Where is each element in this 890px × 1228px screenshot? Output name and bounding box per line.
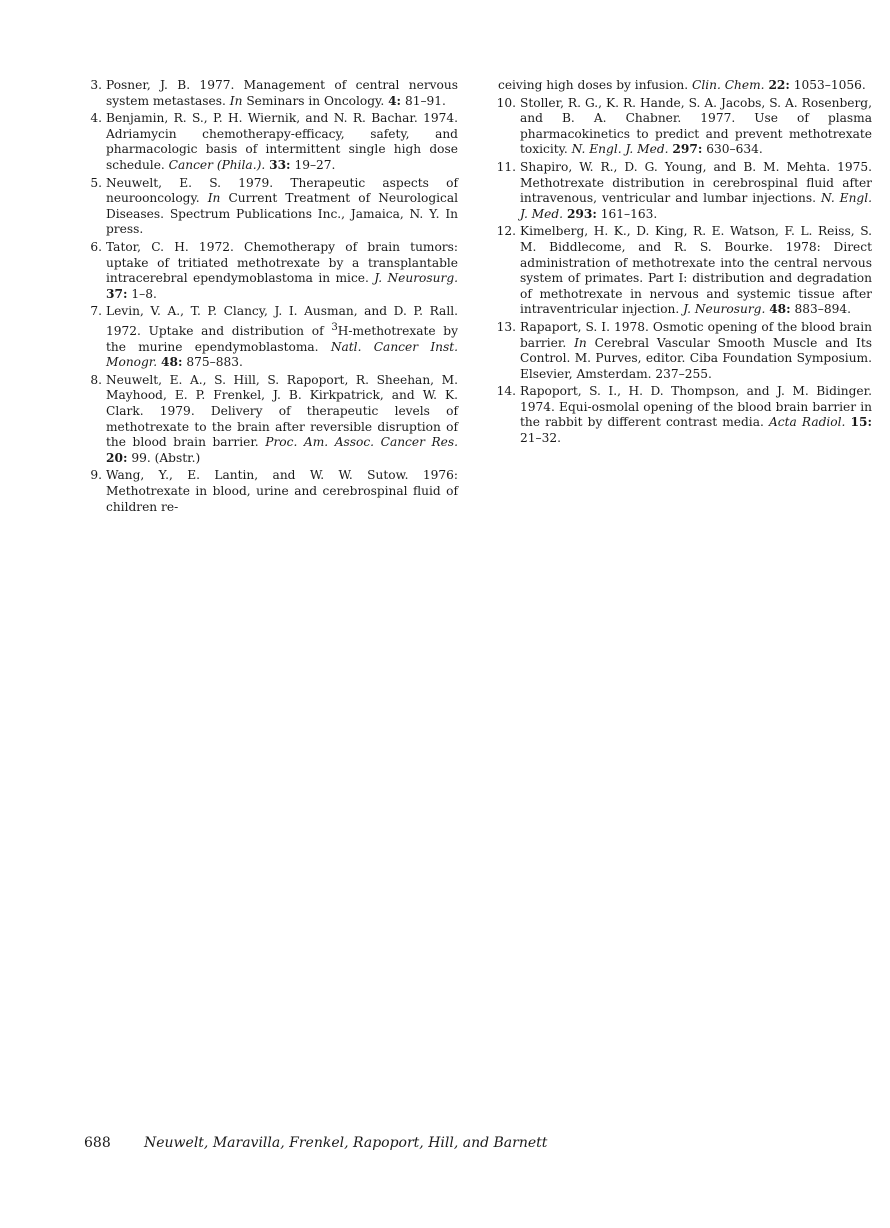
reference-pages: 1053–1056. (793, 78, 866, 92)
reference-text: Wang, Y., E. Lantin, and W. W. Sutow. 1976: Methotrexate in blood, urine and cerebrospinal fluid of children re- (106, 468, 458, 514)
reference-number: 6. (90, 239, 102, 254)
reference-volume: 293: (566, 206, 597, 221)
reference-volume: 22: (768, 78, 790, 92)
reference-number: 13. (496, 319, 516, 334)
reference-volume: 33: (269, 157, 291, 172)
reference-12 (498, 224, 872, 318)
reference-volume: 48: (161, 355, 183, 370)
reference-pages: 21–32. (520, 431, 561, 446)
reference-8 (84, 373, 458, 467)
reference-text: Posner, J. B. 1977. Management of central nervous system metastases. (106, 78, 458, 108)
reference-text: Levin, V. A., T. P. Clancy, J. I. Ausman, and D. P. Rall. 1972. Uptake and distribution of (106, 304, 458, 338)
reference-journal: Natl. Cancer Inst. Monogr. (106, 339, 459, 370)
reference-journal: N. Engl. J. Med. (571, 142, 669, 157)
reference-superscript: 3 (331, 321, 338, 333)
reference-journal: Clin. Chem. (692, 78, 765, 92)
reference-journal: Cancer (Phila.). (168, 157, 266, 172)
reference-text: ceiving high doses by infusion. (498, 78, 689, 92)
reference-text: Stoller, R. G., K. R. Hande, S. A. Jacobs, S. A. Rosenberg, and B. A. Chabner. 1977. Use of plasma pharmacokinetics to predict and prevent methotrexate toxicity. (520, 95, 872, 157)
reference-source: Current Treatment of Neurological Diseases. Spectrum Publications Inc., Jamaica, N. Y. In press. (106, 191, 459, 237)
reference-10 (498, 96, 872, 158)
reference-14 (498, 384, 872, 446)
reference-journal: J. Neurosurg. (374, 271, 458, 286)
reference-text: Neuwelt, E. A., S. Hill, S. Rapoport, R. Sheehan, M. Mayhood, E. P. Frenkel, J. B. Kirkpatrick, and W. K. Clark. 1979. Delivery of therapeutic levels of methotrexate to the brain after reversible disruption of the blood brain barrier. (106, 372, 458, 450)
references-right-column (498, 78, 872, 449)
reference-number: 4. (90, 111, 102, 126)
reference-text: Benjamin, R. S., P. H. Wiernik, and N. R. Bachar. 1974. Adriamycin chemotherapy-efficacy, safety, and pharmacologic basis of intermittent single high dose schedule. (106, 111, 458, 172)
page-footer (84, 1135, 547, 1151)
reference-13 (498, 320, 872, 382)
reference-text: Neuwelt, E. S. 1979. Therapeutic aspects of neurooncology. (106, 175, 458, 206)
reference-text: Shapiro, W. R., D. G. Young, and B. M. Mehta. 1975. Methotrexate distribution in cerebrospinal fluid after intravenous, ventricular and lumbar injections. (520, 159, 872, 206)
references-left-column (84, 78, 458, 517)
reference-text: Rapaport, S. I. 1978. Osmotic opening of the blood brain barrier. (520, 319, 872, 350)
reference-text: Kimelberg, H. K., D. King, R. E. Watson, F. L. Reiss, S. M. Biddlecome, and R. S. Bourke. 1978: Direct administration of methotrexate into the central nervous system of primates. Part I: distribution and degradation of methotrexate in nervous and systemic tissue after intraventricular injection. (520, 224, 872, 317)
reference-number: 3. (90, 78, 102, 92)
reference-volume: 20: (106, 450, 128, 465)
reference-number: 10. (496, 95, 516, 110)
reference-volume: 37: (106, 286, 128, 301)
reference-source: Cerebral Vascular Smooth Muscle and Its Control. M. Purves, editor. Ciba Foundation Symposium. Elsevier, Amsterdam. 237–255. (520, 335, 873, 381)
reference-number: 7. (90, 304, 102, 319)
reference-text: Rapoport, S. I., H. D. Thompson, and J. M. Bidinger. 1974. Equi-osmolal opening of the blood brain barrier in the rabbit by different contrast media. (520, 384, 872, 430)
reference-6 (84, 240, 458, 302)
reference-number: 9. (90, 468, 102, 483)
reference-pages: 81–91. (404, 93, 446, 108)
reference-volume: 297: (672, 142, 703, 157)
reference-number: 14. (496, 384, 516, 399)
reference-volume: 48: (769, 302, 791, 317)
reference-source: Seminars in Oncology. (246, 93, 385, 108)
reference-11 (498, 160, 872, 222)
reference-number: 5. (90, 175, 102, 190)
reference-pages: 99. (Abstr.) (131, 450, 201, 465)
reference-journal: Proc. Am. Assoc. Cancer Res. (265, 435, 459, 450)
reference-9 (84, 468, 458, 515)
page-number: 688 (84, 1135, 111, 1151)
reference-9-continuation (498, 78, 872, 94)
reference-3 (84, 78, 458, 109)
reference-4 (84, 111, 458, 173)
reference-7 (84, 304, 458, 370)
reference-5 (84, 176, 458, 238)
reference-pages: 161–163. (600, 206, 658, 221)
reference-journal: N. Engl. J. Med. (520, 191, 872, 221)
reference-pages: 883–894. (794, 302, 852, 317)
reference-pages: 1–8. (131, 286, 157, 301)
reference-pages: 875–883. (186, 355, 243, 370)
reference-in: In (574, 335, 587, 350)
reference-in: In (207, 191, 221, 206)
reference-volume: 15: (850, 415, 873, 430)
reference-number: 11. (496, 159, 516, 174)
reference-pages: 630–634. (706, 142, 763, 157)
reference-number: 8. (90, 372, 102, 387)
reference-journal: J. Neurosurg. (683, 302, 766, 317)
reference-text-continued: H-methotrexate by the murine ependymoblastoma. (106, 323, 458, 354)
reference-volume: 4: (388, 93, 402, 108)
running-authors: Neuwelt, Maravilla, Frenkel, Rapoport, Hill, and Barnett (144, 1135, 548, 1151)
reference-text: Tator, C. H. 1972. Chemotherapy of brain tumors: uptake of tritiated methotrexate by a transplantable intracerebral ependymoblastoma in mice. (106, 239, 458, 286)
reference-number: 12. (496, 224, 516, 239)
reference-in: In (229, 93, 243, 108)
reference-journal: Acta Radiol. (768, 415, 846, 430)
reference-pages: 19–27. (294, 157, 336, 172)
